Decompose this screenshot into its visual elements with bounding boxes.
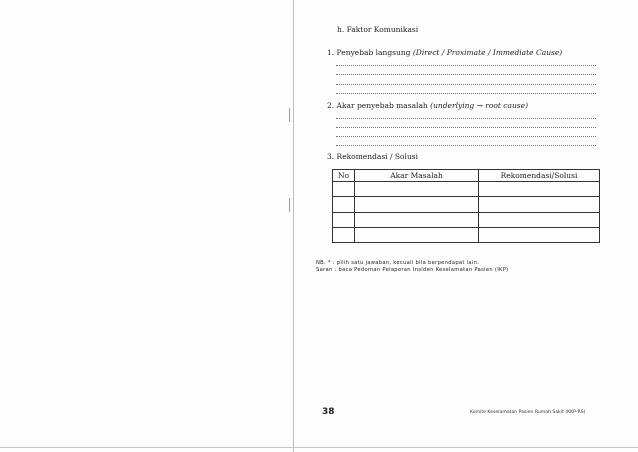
table-cell[interactable] (355, 197, 479, 212)
page-spine (293, 0, 294, 452)
table-cell[interactable] (479, 227, 600, 242)
answer-line[interactable] (336, 74, 596, 75)
table-cell[interactable] (355, 227, 479, 242)
item-label: Penyebab langsung (336, 48, 411, 57)
item-1 (327, 48, 562, 57)
table-cell[interactable] (333, 197, 355, 212)
answer-line[interactable] (336, 93, 596, 94)
column-header-recommendation: Rekomendasi/Solusi (479, 170, 600, 182)
item-sub: (underlying → root cause) (430, 101, 529, 110)
note-label: NB. * (316, 260, 331, 266)
table-cell[interactable] (355, 212, 479, 227)
note-text: : baca Pedoman Pelaporan Insiden Keselamatan Pasien (IKP) (334, 267, 509, 273)
item-number: 1. (327, 48, 335, 57)
binding-mark (289, 198, 290, 212)
item-2 (327, 101, 528, 110)
table-row (333, 182, 600, 197)
item-number: 3. (327, 152, 335, 161)
note-label: Saran (316, 267, 333, 273)
table-row (333, 212, 600, 227)
table-cell[interactable] (333, 212, 355, 227)
note-saran (316, 267, 509, 273)
answer-line[interactable] (336, 136, 596, 137)
answer-line[interactable] (336, 127, 596, 128)
item-3 (327, 152, 418, 161)
item-label: Rekomendasi / Solusi (336, 152, 419, 161)
column-header-no: No (333, 170, 355, 182)
answer-line[interactable] (336, 145, 596, 146)
table-cell[interactable] (355, 182, 479, 197)
column-header-root-cause: Akar Masalah (355, 170, 479, 182)
page-number: 38 (322, 407, 335, 417)
section-heading: h. Faktor Komunikasi (337, 25, 419, 34)
table-cell[interactable] (479, 182, 600, 197)
answer-line[interactable] (336, 65, 596, 66)
recommendation-table (332, 169, 600, 243)
table-cell[interactable] (479, 212, 600, 227)
answer-line[interactable] (336, 84, 596, 85)
page-bottom-edge (0, 447, 638, 448)
note-text: : pilih satu jawaban, kecuali bila berpendapat lain. (332, 260, 480, 266)
table-row (333, 227, 600, 242)
binding-mark (289, 108, 290, 122)
table-header-row (333, 170, 600, 182)
page-footer: Komite Keselamatan Pasien Rumah Sakit (KKP-RS) (470, 410, 586, 415)
item-sub: (Direct / Proximate / Immediate Cause) (412, 48, 563, 57)
item-number: 2. (327, 101, 335, 110)
table-cell[interactable] (333, 182, 355, 197)
item-label: Akar penyebab masalah (336, 101, 428, 110)
table-cell[interactable] (333, 227, 355, 242)
table-cell[interactable] (479, 197, 600, 212)
table-row (333, 197, 600, 212)
note-nb (316, 260, 479, 266)
answer-line[interactable] (336, 118, 596, 119)
